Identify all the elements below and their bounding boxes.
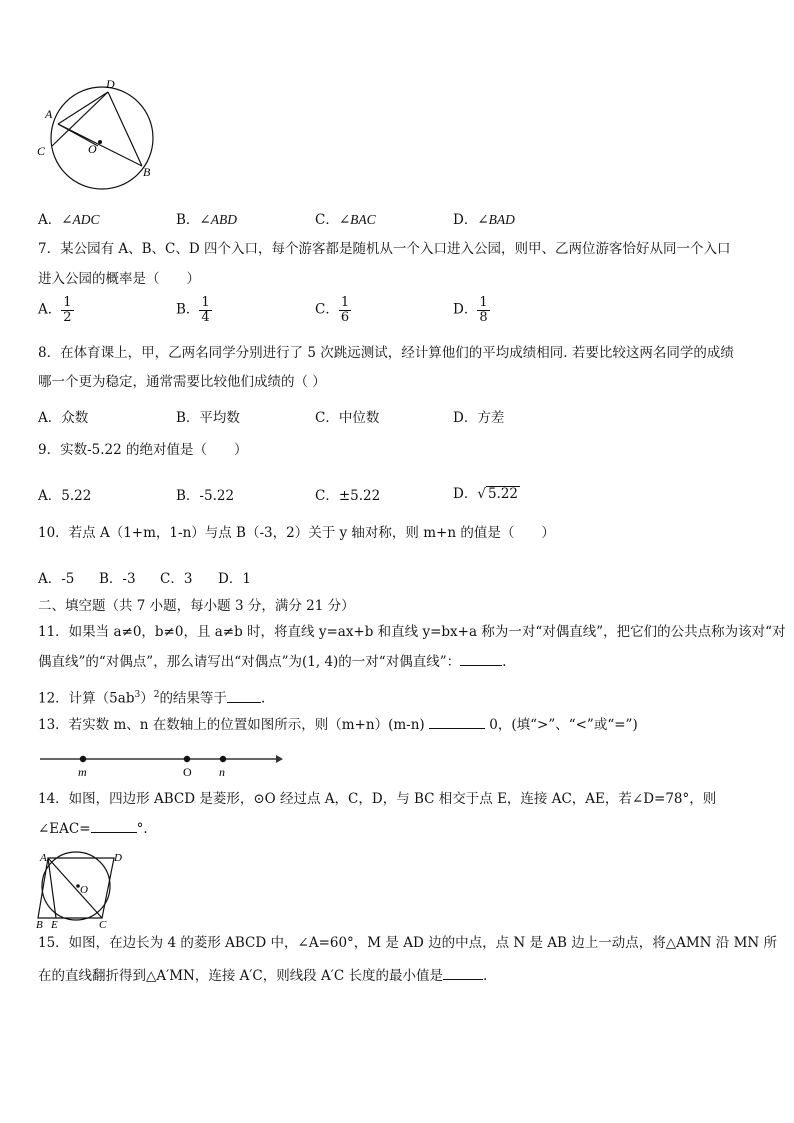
q6-label-a: A xyxy=(45,107,53,121)
q7-line2: 进入公园的概率是（ ） xyxy=(38,271,200,287)
q14-rhombus-figure xyxy=(34,848,134,932)
q13-answer-blank[interactable] xyxy=(429,716,485,729)
q9-line1: 9．实数-5.22 的绝对值是（ ） xyxy=(38,442,248,458)
q10-line1: 10．若点 A（1+m，1-n）与点 B（-3，2）关于 y 轴对称，则 m+n 的值是（ ） xyxy=(38,525,555,541)
section2-heading: 二、填空题（共 7 小题，每小题 3 分，满分 21 分） xyxy=(38,598,355,614)
q7-option-d: D． $\frac{1}{8}$ xyxy=(453,295,488,325)
q13-line: 13．若实数 m、n 在数轴上的位置如图所示，则（m+n）(m-n) 0，(填“>”、“<”或“=”) xyxy=(38,717,638,733)
q6-option-a: A．∠ADC xyxy=(38,212,100,228)
q10-option-d: D．1 xyxy=(218,571,251,587)
q8-line2: 哪一个更为稳定，通常需要比较他们成绩的（ ） xyxy=(38,374,326,390)
q8-line1: 8．在体育课上，甲，乙两名同学分别进行了 5 次跳远测试，经计算他们的平均成绩相同. 若要比较这两名同学的成绩 xyxy=(38,345,734,361)
q14-line1: 14．如图，四边形 ABCD 是菱形，⊙O 经过点 A，C，D，与 BC 相交于点 E，连接 AC，AE，若∠D=78°，则 xyxy=(38,791,717,807)
q6-circle-figure xyxy=(30,76,160,198)
q14-label-a: A xyxy=(40,852,47,864)
q9-option-d: D．√ 5.22 xyxy=(453,486,518,502)
q10-option-b: B．-3 xyxy=(99,571,136,587)
q10-option-c: C．3 xyxy=(160,571,193,587)
q14-answer-blank[interactable] xyxy=(91,820,137,833)
q6-label-o: O xyxy=(88,142,97,156)
q14-label-d: D xyxy=(114,852,122,864)
q13-label-o: O xyxy=(183,765,192,779)
q7-option-c: C． $\frac{1}{6}$ xyxy=(315,295,350,325)
q14-label-o: O xyxy=(80,884,88,896)
q6-label-d: D xyxy=(106,77,115,91)
q8-option-b: B．平均数 xyxy=(176,410,240,426)
q6-label-b: B xyxy=(143,165,151,179)
q11-line1: 11．如果当 a≠0，b≠0，且 a≠b 时，将直线 y=ax+b 和直线 y=bx+a 称为一对“对偶直线”，把它们的公共点称为该对“对 xyxy=(38,624,786,640)
q11-answer-blank[interactable] xyxy=(460,653,502,666)
q15-line1: 15．如图，在边长为 4 的菱形 ABCD 中，∠A=60°，M 是 AD 边的中点，点 N 是 AB 边上一动点，将△AMN 沿 MN 所 xyxy=(38,935,777,951)
q13-label-n: n xyxy=(219,765,225,779)
q7-line1: 7．某公园有 A、B、C、D 四个入口，每个游客都是随机从一个入口进入公园，则甲、乙两位游客恰好从同一个入口 xyxy=(38,241,731,257)
q6-option-c: C．∠BAC xyxy=(315,212,376,228)
q7-option-b: B． $\frac{1}{4}$ xyxy=(176,295,210,325)
q12-line: 12．计算$(5ab^3)^2$的结果等于 . xyxy=(38,690,266,707)
q9-option-c: C．±5.22 xyxy=(315,488,381,504)
q8-option-a: A．众数 xyxy=(38,410,89,426)
q13-label-m: m xyxy=(78,765,87,779)
q6-label-c: C xyxy=(37,144,46,158)
q7-option-a: A． $\frac{1}{2}$ xyxy=(38,295,72,325)
q14-label-c: C xyxy=(99,919,107,931)
q8-option-c: C．中位数 xyxy=(315,410,380,426)
q12-answer-blank[interactable] xyxy=(227,690,261,703)
q15-line2: 在的直线翻折得到△A′MN，连接 A′C，则线段 A′C 长度的最小值是 . xyxy=(38,968,488,984)
q14-line2: ∠EAC= °. xyxy=(38,821,148,837)
q14-label-e: E xyxy=(51,919,58,931)
q9-option-a: A．5.22 xyxy=(38,488,92,504)
q15-answer-blank[interactable] xyxy=(443,967,483,980)
q6-option-b: B．∠ABD xyxy=(176,212,237,228)
q9-option-b: B．-5.22 xyxy=(176,488,235,504)
sqrt-symbol: √ xyxy=(477,486,486,502)
q13-number-line xyxy=(38,745,283,779)
q6-option-d: D．∠BAD xyxy=(453,212,515,228)
q10-option-a: A．-5 xyxy=(38,571,75,587)
q14-label-b: B xyxy=(36,919,43,931)
q11-line2: 偶直线”的“对偶点”，那么请写出“对偶点”为(1, 4)的一对“对偶直线”： . xyxy=(38,654,507,670)
q8-option-d: D．方差 xyxy=(453,410,505,426)
